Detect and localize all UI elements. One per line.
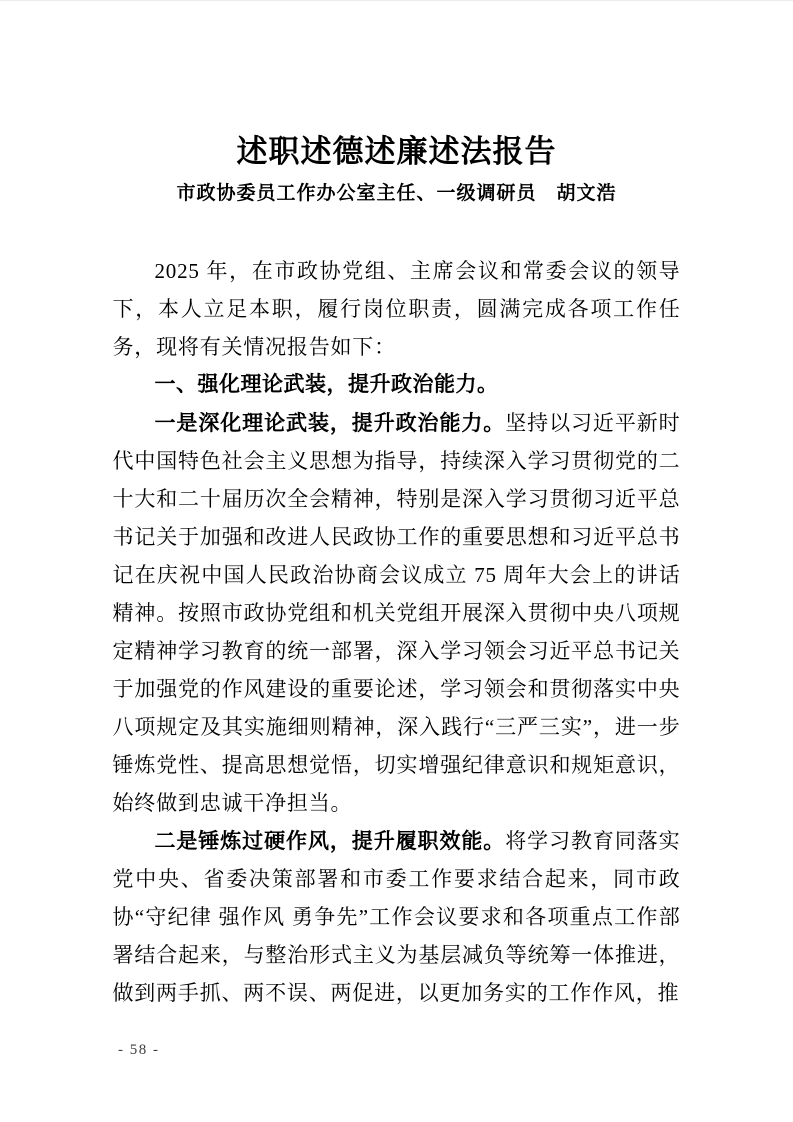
paragraph-1-text: 坚持以习近平新时代中国特色社会主义思想为指导，持续深入学习贯彻党的二十大和二十届历次全会精神，特别是深入学习贯彻习近平总书记关于加强和改进人民政协工作的重要思想和习近平总书记在庆祝中国人民政治协商会议成立 75 周年大会上的讲话精神。按照市政协党组和机关党组开展深入贯彻中央八项规定精神学习教育的统一部署，深入学习领会习近平总书记关于加强党的作风建设的重要论述，学习领会和贯彻落实中央八项规定及其实施细则精神，深入践行“三严三实”，进一步锤炼党性、提高思想觉悟，切实增强纪律意识和规矩意识，始终做到忠诚干净担当。 [112, 411, 681, 815]
intro-paragraph: 2025 年，在市政协党组、主席会议和常委会议的领导下，本人立足本职，履行岗位职责，圆满完成各项工作任务，现将有关情况报告如下： [112, 259, 681, 359]
section-1-heading: 一、强化理论武装，提升政治能力。 [154, 373, 499, 396]
page-number: - 58 - [118, 1042, 160, 1058]
paragraph-2-text: 将学习教育同落实党中央、省委决策部署和市委工作要求结合起来，同市政协“守纪律 强作风 勇争先”工作会议要求和各项重点工作部署结合起来，与整治形式主义为基层减负等统筹一体推进，做到两手抓、两不误、两促进，以更加务实的工作作风，推 [112, 829, 681, 1005]
paragraph-2 [113, 822, 681, 1012]
document-body [113, 252, 681, 1012]
paragraph-1 [113, 404, 681, 822]
paragraph-1-lead: 一是深化理论武装，提升政治能力。 [154, 411, 506, 435]
document-title: 述职述德述廉述法报告 [236, 134, 557, 169]
paragraph-2-lead: 二是锤炼过硬作风，提升履职效能。 [154, 829, 506, 853]
author-line: 市政协委员工作办公室主任、一级调研员 胡文浩 [176, 183, 617, 204]
